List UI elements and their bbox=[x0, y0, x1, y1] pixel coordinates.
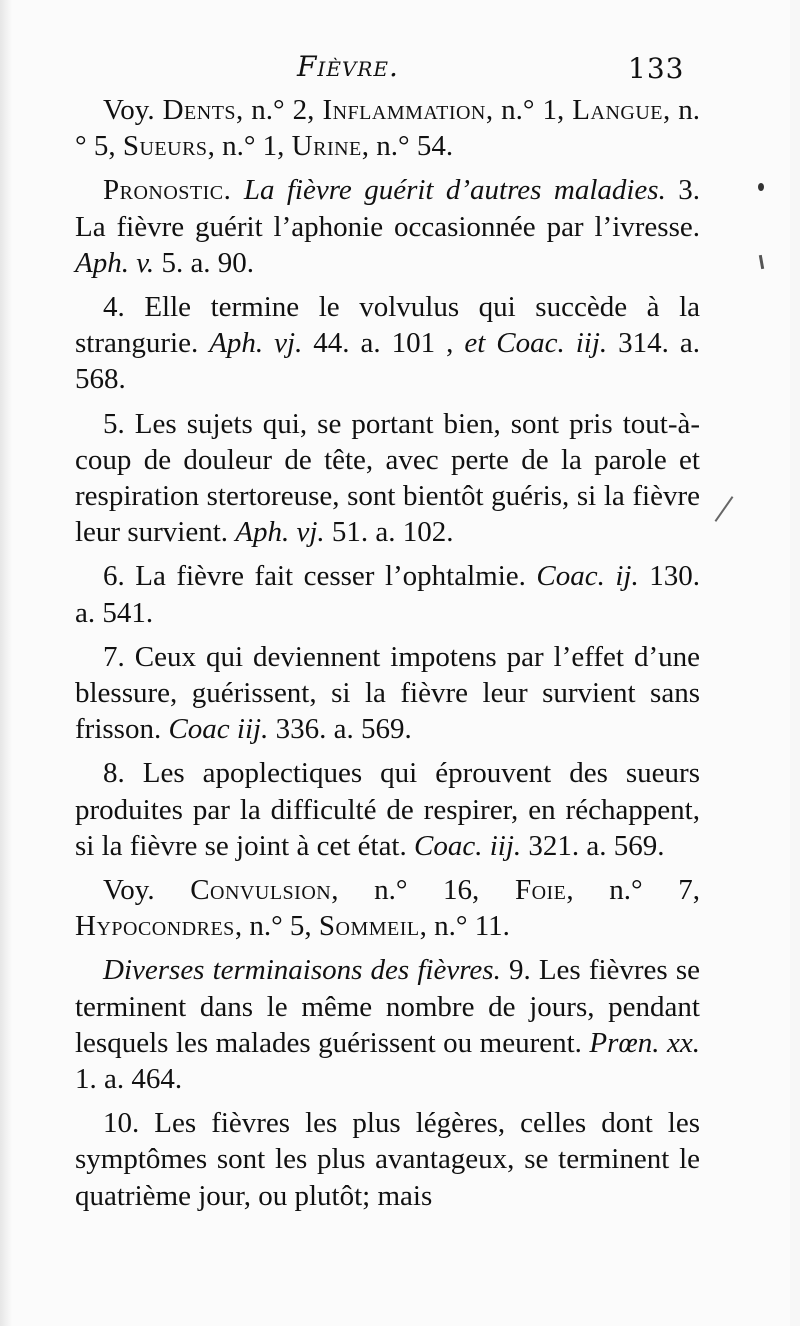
ref-dents: Dents bbox=[162, 94, 237, 126]
ref-foie-number: , n.° 7, bbox=[566, 874, 700, 907]
ink-spot-mark bbox=[758, 183, 764, 191]
citation-italic: Coac. ij. bbox=[536, 560, 639, 593]
page-gutter-shadow bbox=[0, 0, 12, 1326]
paragraph-text: 10. Les fièvres les plus légères, celles dont les symptômes sont les plus avantageux, se terminent le quatrième jour, ou plutôt; mais bbox=[75, 1107, 700, 1212]
body-text bbox=[75, 92, 700, 1222]
paragraph-text: 7. Ceux qui deviennent impotens par l’effet d’une blessure, guérissent, si la fièvre leur survient sans frisson. bbox=[75, 640, 700, 746]
citation: 130. a. 541. bbox=[75, 560, 701, 629]
section-heading-italic: La fièvre guérit d’autres maladies. bbox=[243, 174, 666, 207]
ref-inflammation: Inflammation bbox=[322, 94, 486, 126]
ref-langue: Langue bbox=[572, 94, 663, 126]
section-label: Pronostic. bbox=[103, 174, 232, 207]
voy-label: Voy. bbox=[103, 874, 155, 907]
paragraph-4 bbox=[75, 289, 700, 398]
citation: 1. a. 464. bbox=[75, 1063, 183, 1096]
paragraph-6 bbox=[75, 558, 700, 630]
ref-sueurs: Sueurs bbox=[122, 130, 208, 163]
paragraph-text: 6. La fièvre fait cesser l’ophtalmie. bbox=[103, 560, 537, 593]
citation-italic: Prœn. xx. bbox=[589, 1026, 700, 1059]
ref-convulsion-number: , n.° 16, bbox=[331, 874, 480, 907]
citation: 51. a. 102. bbox=[324, 516, 454, 549]
paragraph-text: 3. La fièvre guérit l’aphonie occasionnée par l’ivresse. bbox=[75, 174, 701, 243]
ref-convulsion: Convulsion bbox=[190, 874, 332, 907]
paragraph-text: 5. Les sujets qui, se portant bien, sont pris tout-à-coup de douleur de tête, avec perte de la parole et respiration stertoreuse, sont bientôt guéris, si la fièvre leur survient. bbox=[75, 407, 700, 549]
ref-dents-number: , n.° 2, bbox=[236, 94, 315, 126]
citation: 44. a. 101 , bbox=[302, 327, 465, 360]
citation: 321. a. 569. bbox=[521, 829, 665, 862]
running-title: Fièvre. bbox=[297, 50, 399, 83]
citation-italic: Coac. iij. bbox=[414, 829, 522, 862]
ref-sueurs-number: , n.° 1, bbox=[207, 130, 285, 163]
citation: 5. a. 90. bbox=[154, 246, 255, 279]
citation-italic: Aph. vj. bbox=[209, 327, 303, 360]
citation-italic: Aph. vj. bbox=[235, 516, 325, 549]
paragraph-text: 4. Elle termine le volvulus qui succède à la strangurie. bbox=[75, 291, 700, 360]
ref-hypocondres: Hypocondres bbox=[75, 910, 235, 943]
voy-label: Voy. bbox=[103, 94, 155, 126]
ref-langue-number: , n.° 5, bbox=[75, 94, 701, 163]
page-number: 133 bbox=[628, 52, 685, 85]
citation: 314. a. 568. bbox=[75, 327, 700, 396]
page-header bbox=[0, 50, 800, 90]
cross-reference-paragraph bbox=[75, 92, 700, 164]
citation: 336. a. 569. bbox=[268, 713, 412, 746]
citation-italic: Aph. v. bbox=[75, 246, 155, 279]
paragraph-text: 8. Les apoplectiques qui éprouvent des sueurs produites par la difficulté de respirer, en réchappent, si la fièvre se joint à cet état. bbox=[75, 757, 700, 862]
ref-urine-number: , n.° 54. bbox=[361, 130, 454, 163]
paragraph-8 bbox=[75, 755, 700, 864]
paragraph-text: 9. Les fièvres se terminent dans le même nombre de jours, pendant lesquels les malades guérissent ou meurent. bbox=[75, 954, 700, 1059]
cross-reference-paragraph bbox=[75, 872, 700, 944]
ref-sommeil: Sommeil bbox=[318, 910, 420, 943]
paragraph-5 bbox=[75, 406, 700, 551]
paragraph-10 bbox=[75, 1105, 700, 1214]
citation-italic: Coac iij. bbox=[168, 713, 269, 746]
pronostic-paragraph bbox=[75, 172, 700, 281]
section-heading-italic: Diverses terminaisons des fièvres. bbox=[103, 954, 501, 987]
ref-sommeil-number: , n.° 11. bbox=[419, 910, 510, 943]
paragraph-7 bbox=[75, 639, 700, 748]
ref-urine: Urine bbox=[291, 130, 362, 163]
citation-italic: et Coac. iij. bbox=[464, 327, 608, 360]
ref-foie: Foie bbox=[514, 874, 567, 907]
terminaisons-paragraph bbox=[75, 952, 700, 1097]
ref-inflammation-number: , n.° 1, bbox=[485, 94, 565, 126]
ref-hypocondres-number: , n.° 5, bbox=[234, 910, 312, 943]
